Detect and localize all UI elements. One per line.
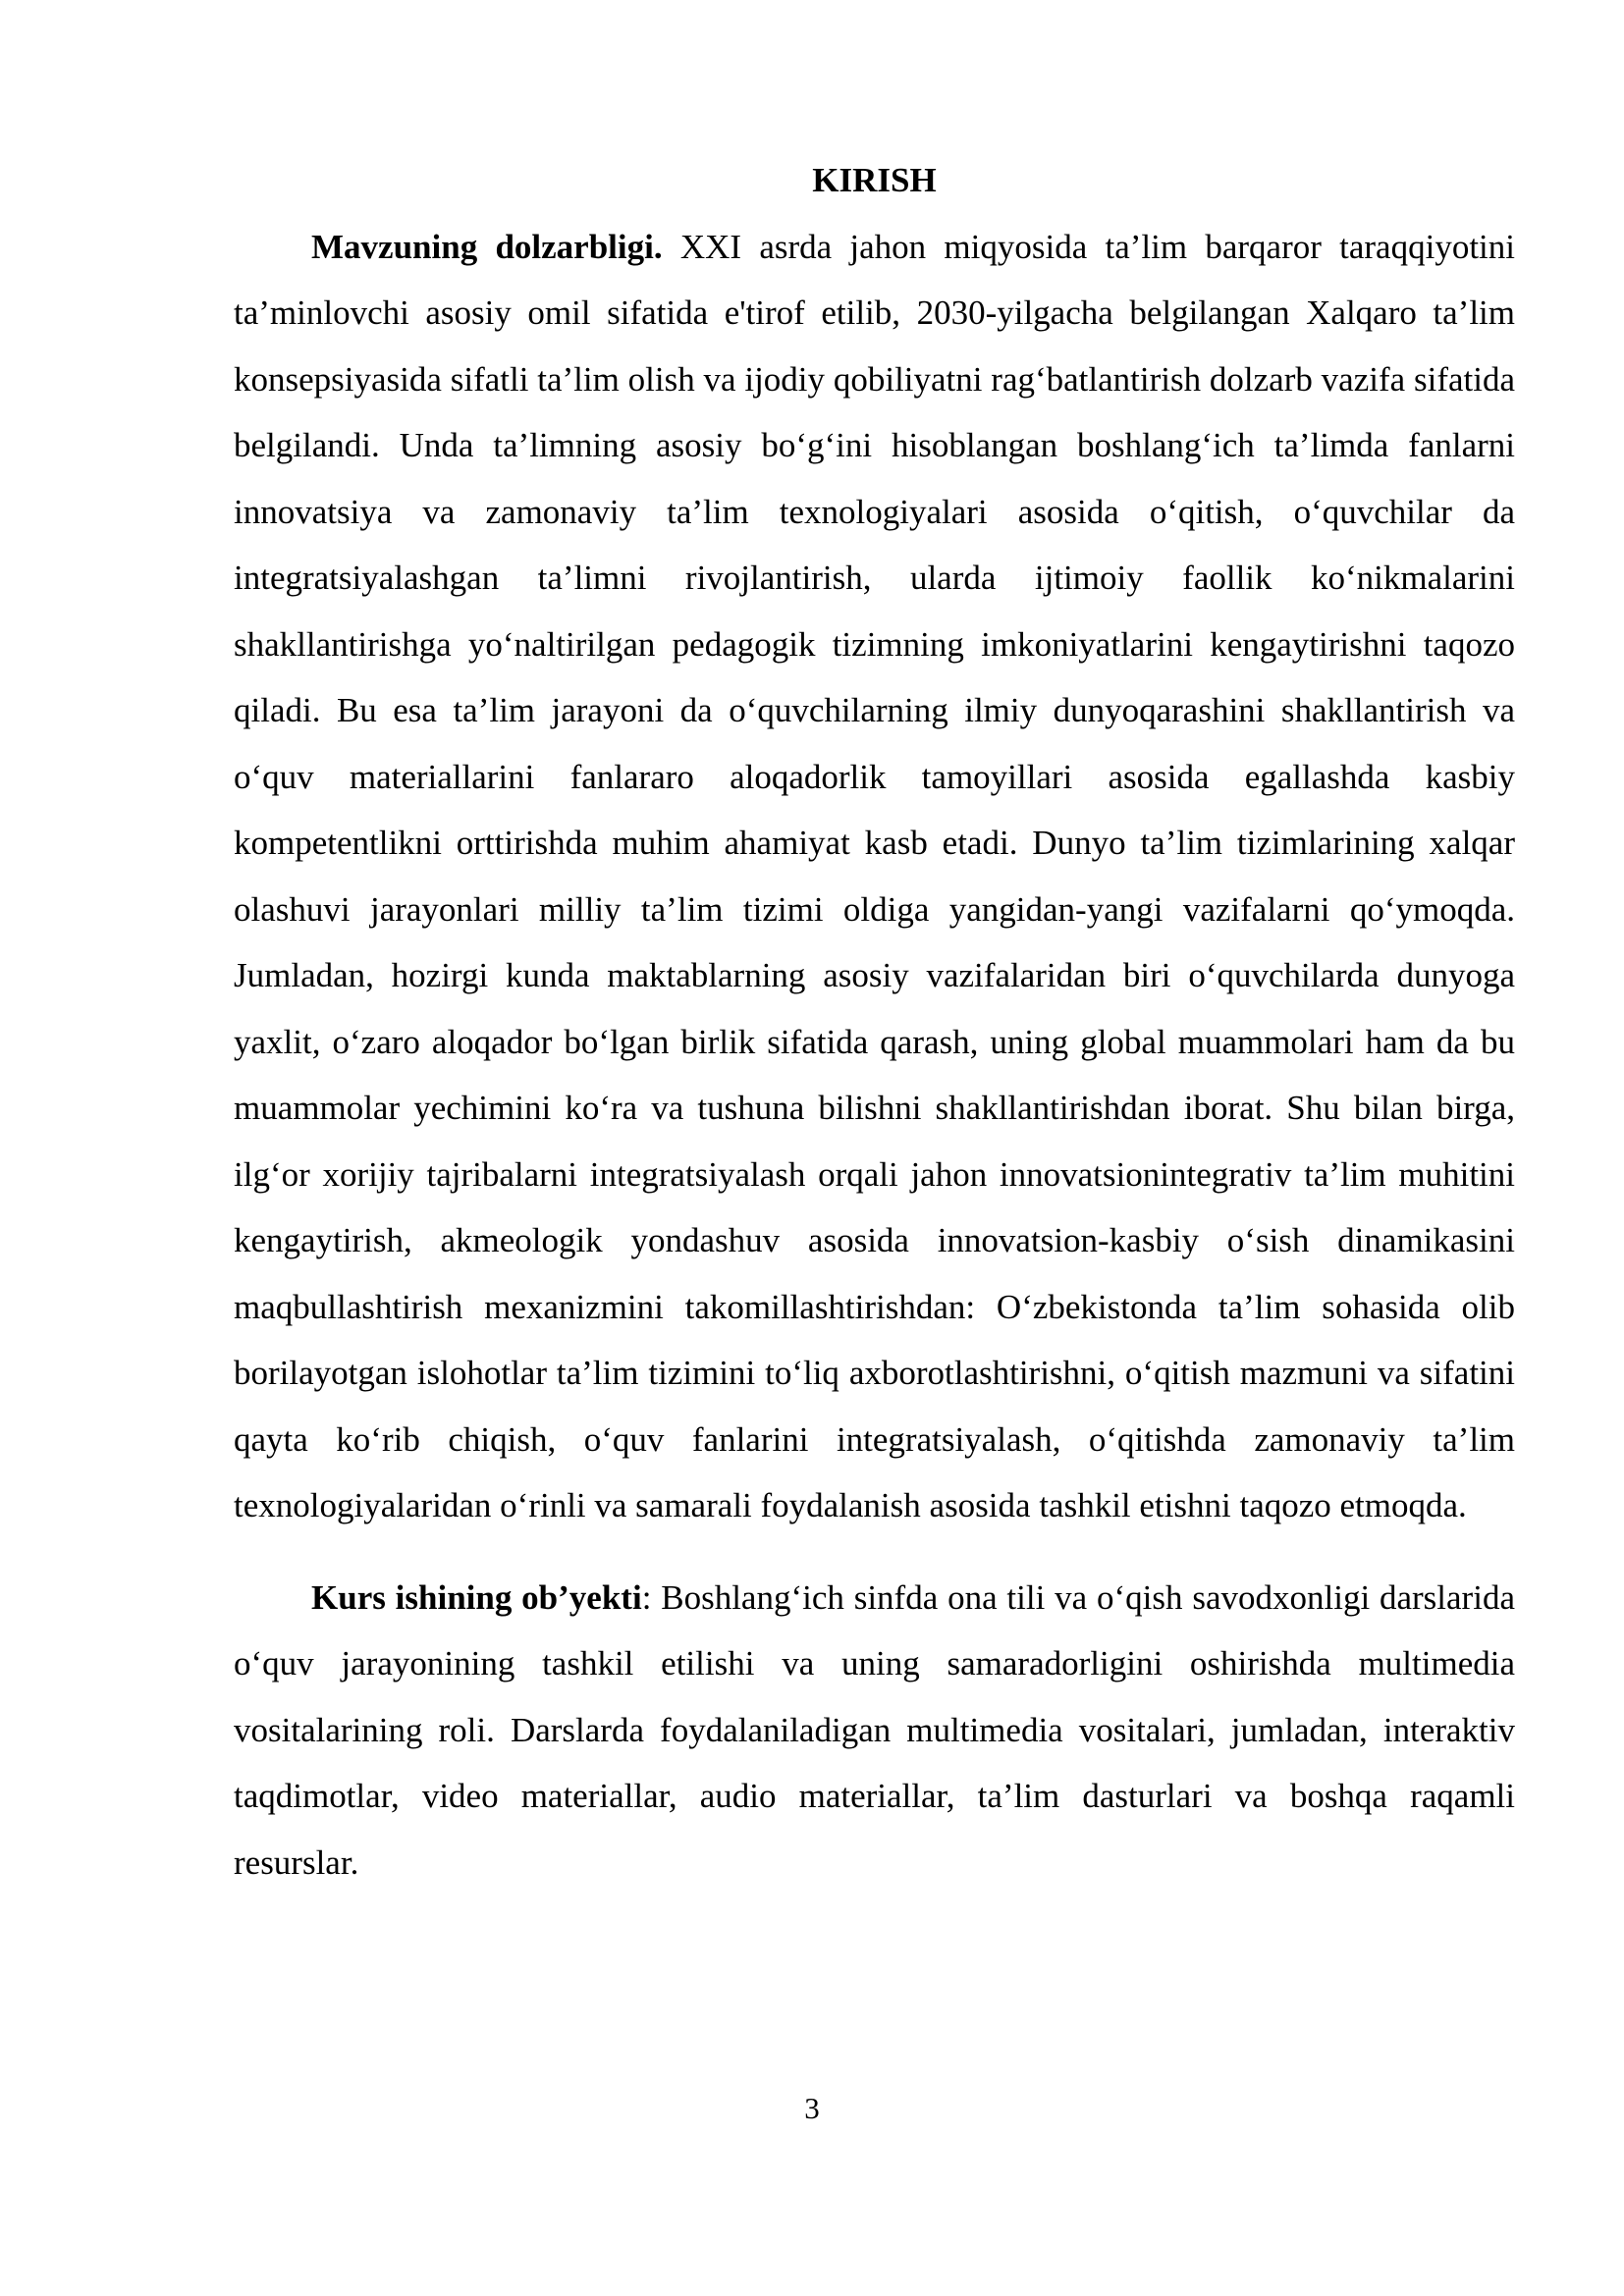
paragraph-text: : Boshlang‘ich sinfda ona tili va o‘qish savodxonligi darslarida o‘quv jarayonining tashkil etilishi va uning samaradorligini oshirishda multimedia vositalarining roli. Darslarda foydalaniladigan multimedia vositalari, jumladan, interaktiv taqdimotlar, video materiallar, audio materiallar, ta’lim dasturlari va boshqa raqamli resurslar. (234, 1577, 1515, 1882)
paragraph-lead: Kurs ishining ob’yekti (311, 1577, 642, 1617)
paragraph-lead: Mavzuning dolzarbligi. (311, 227, 663, 266)
page-content (234, 147, 1515, 1896)
paragraph-text: XXI asrda jahon miqyosida ta’lim barqaror taraqqiyotini ta’minlovchi asosiy omil sifatida e'tirof etilib, 2030-yilgacha belgilangan Xalqaro ta’lim konsepsiyasida sifatli ta’lim olish va ijodiy qobiliyatni rag‘batlantirish dolzarb vazifa sifatida belgilandi. Unda ta’limning asosiy bo‘g‘ini hisoblangan boshlang‘ich ta’limda fanlarni innovatsiya va zamonaviy ta’lim texnologiyalari asosida o‘qitish, o‘quvchilar da integratsiyalashgan ta’limni rivojlantirish, ularda ijtimoiy faollik ko‘nikmalarini shakllantirishga yo‘naltirilgan pedagogik tizimning imkoniyatlarini kengaytirishni taqozo qiladi. Bu esa ta’lim jarayoni da o‘quvchilarning ilmiy dunyoqarashini shakllantirish va o‘quv materiallarini fanlararo aloqadorlik tamoyillari asosida egallashda kasbiy kompetentlikni orttirishda muhim ahamiyat kasb etadi. Dunyo ta’lim tizimlarining xalqar olashuvi jarayonlari milliy ta’lim tizimi oldiga yangidan-yangi vazifalarni qo‘ymoqda. Jumladan, hozirgi kunda maktablarning asosiy vazifalaridan biri o‘quvchilarda dunyoga yaxlit, o‘zaro aloqador bo‘lgan birlik sifatida qarash, uning global muammolari ham da bu muammolar yechimini ko‘ra va tushuna bilishni shakllantirishdan iborat. Shu bilan birga, ilg‘or xorijiy tajribalarni integratsiyalash orqali jahon innovatsionintegrativ ta’lim muhitini kengaytirish, akmeologik yondashuv asosida innovatsion-kasbiy o‘sish dinamikasini maqbullashtirish mexanizmini takomillashtirishdan: O‘zbekistonda ta’lim sohasida olib borilayotgan islohotlar ta’lim tizimini to‘liq axborotlashtirishni, o‘qitish mazmuni va sifatini qayta ko‘rib chiqish, o‘quv fanlarini integratsiyalash, o‘qitishda zamonaviy ta’lim texnologiyalaridan o‘rinli va samarali foydalanish asosida tashkil etishni taqozo etmoqda. (234, 227, 1515, 1524)
paragraph-relevance (234, 214, 1515, 1539)
section-heading: KIRISH (812, 161, 937, 199)
paragraph-object (234, 1565, 1515, 1896)
page-number: 3 (804, 2091, 820, 2125)
